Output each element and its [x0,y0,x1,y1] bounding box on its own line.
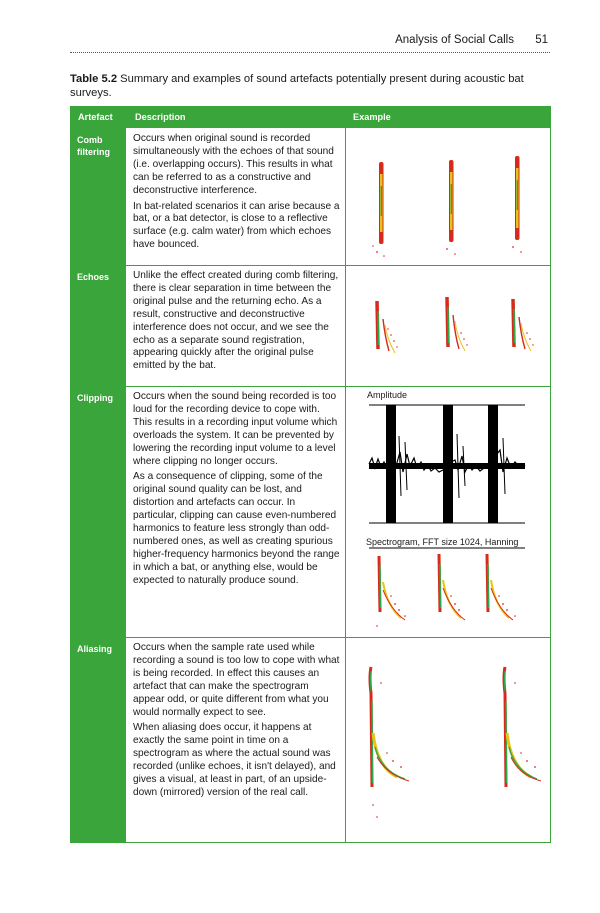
example-comb-filtering [347,128,551,265]
table-row-comb-filtering [70,128,551,266]
description-paragraph: Occurs when the sound being recorded is too loud for the recording device to cope with. This results in a recording input volume which overloads the system. It can be prevented by lowering the recording input volume to a level where clipping no longer occurs. [133,391,338,467]
artefact-label: Echoes [70,265,126,386]
example-clipping [347,386,551,637]
description-paragraph: Occurs when original sound is recorded simultaneously with the echoes of that sound (i.e. overlapping occurs). This results in what can be referred to as a constructive and deconstructive interference. [133,133,334,196]
echoes-spectrogram [347,265,551,386]
description-paragraph: As a consequence of clipping, some of the original sound quality can be lost, and distortion and artefacts can occur. In particular, clipping can cause even-numbered harmonics to feature less strongly than odd-numbered ones, as well as creating spurious higher-frequency harmonics beyond the range in which a bat, or anything else, would be expected to naturally produce sound. [133,471,340,586]
running-head [70,34,550,53]
description-cell [133,270,341,376]
aliasing-spectrogram [347,637,551,842]
comb-filtering-spectrogram [347,128,551,265]
call-trace [447,297,468,351]
col-header-description: Description [135,112,186,122]
amplitude-plot [369,405,525,523]
table-row-clipping [70,386,551,638]
table-caption [70,73,550,100]
example-aliasing [347,637,551,842]
call-trace [513,299,534,351]
section-title: Analysis of Social Calls [395,34,514,46]
call-trace [372,162,385,257]
call-trace [376,556,406,627]
table-header [70,106,551,128]
description-paragraph: When aliasing does occur, it happens at exactly the same point in time on a spectrogram as where the actual sound was recorded (unlike echoes, it isn't delayed), and gives a visual, at least in part, of an upside-down (mirrored) version of the real call. [133,722,336,798]
call-trace [439,554,465,620]
page-number: 51 [535,34,548,46]
artefact-label: Aliasing [70,637,126,842]
artefact-label: Clipping [70,386,126,637]
call-trace [512,156,522,253]
description-paragraph: In bat-related scenarios it can arise because a bat, or a bat detector, is close to a reflective surface (e.g. calm water) from which echoes have bounced. [133,200,340,251]
description-cell [133,391,341,591]
description-paragraph: Unlike the effect created during comb filtering, there is clear separation in time between the original pulse and the returning echo. As a result, constructive and deconstructive interference does not occur, and we see the echo as a separate sound registration, appearing quickly after the original pulse emitted by the bat. [133,270,339,372]
description-cell [133,133,341,255]
call-trace [504,667,541,787]
col-header-example: Example [353,112,391,122]
table-row-aliasing [70,637,551,843]
call-trace [446,160,456,255]
artefact-label: Comb filtering [70,128,126,265]
call-trace [487,554,516,620]
example-echoes [347,265,551,386]
spectrogram-plot [369,548,525,627]
caption-text: Summary and examples of sound artefacts potentially present during acoustic bat surveys. [70,73,524,99]
table-label: Table 5.2 [70,73,118,85]
artefacts-table [70,106,551,842]
call-trace [377,301,398,353]
col-header-artefact: Artefact [78,112,113,122]
table-row-echoes [70,265,551,387]
spectrogram-label: Spectrogram, FFT size 1024, Hanning [366,537,519,547]
description-paragraph: Occurs when the sample rate used while recording a sound is too low to cope with what is being recorded. In effect this causes an artefact that can make the spectrogram appear odd, or quite different from what you would normally expect to see. [133,642,340,718]
call-trace [370,667,409,818]
clipping-waveform-and-spectrogram [347,386,551,637]
amplitude-label: Amplitude [367,390,408,400]
description-cell [133,642,341,803]
